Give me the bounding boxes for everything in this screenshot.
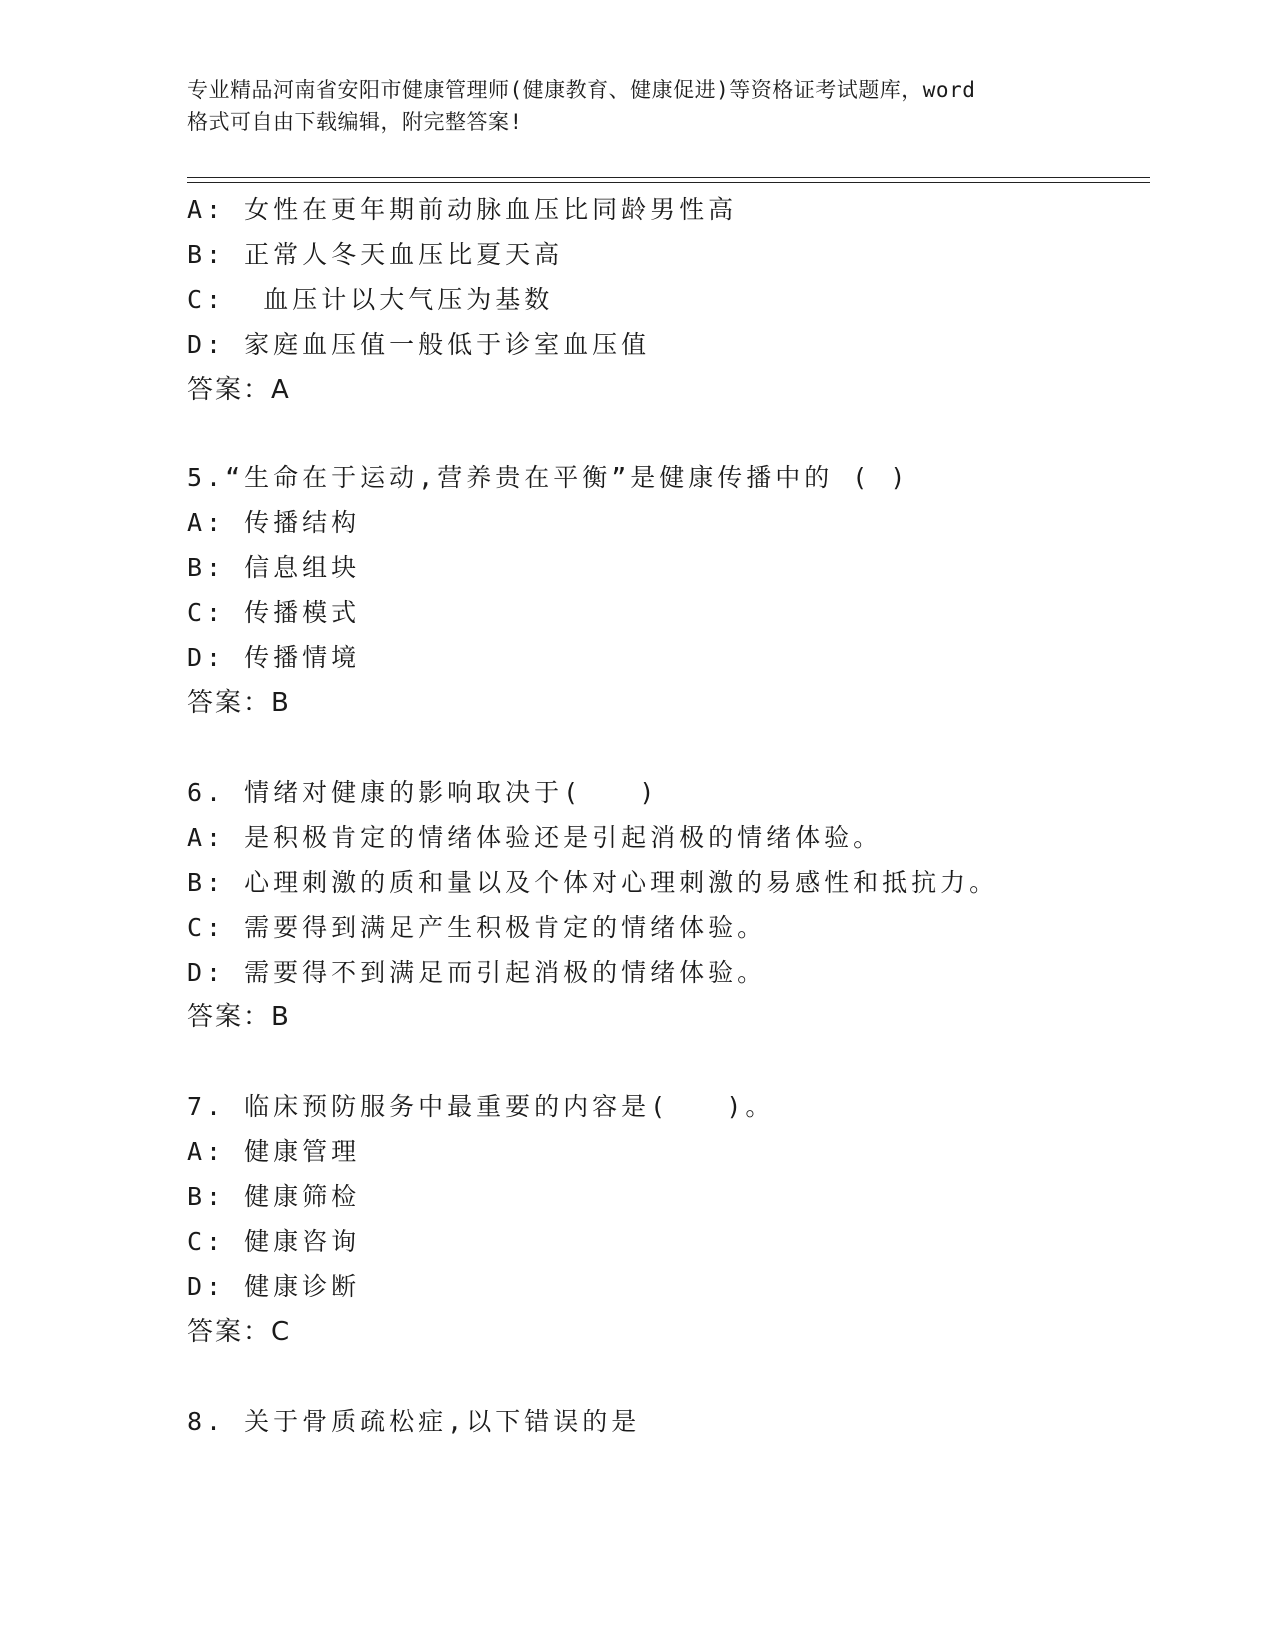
q4-option-b: B: 正常人冬天血压比夏天高 [187, 240, 564, 269]
q6-option-d: D: 需要得不到满足而引起消极的情绪体验。 [187, 958, 767, 987]
q6-answer: 答案：B [187, 1002, 291, 1032]
q5-option-c: C: 传播模式 [187, 598, 361, 627]
q8-question: 8. 关于骨质疏松症,以下错误的是 [187, 1407, 641, 1436]
q7-option-d: D: 健康诊断 [187, 1272, 361, 1301]
q7-question: 7. 临床预防服务中最重要的内容是( )。 [187, 1092, 775, 1121]
q5-question: 5.“生命在于运动,营养贵在平衡”是健康传播中的 ( ) [187, 463, 910, 492]
q7-answer: 答案：C [187, 1317, 292, 1347]
q6-option-c: C: 需要得到满足产生积极肯定的情绪体验。 [187, 913, 767, 942]
q4-option-c: C: 血压计以大气压为基数 [187, 285, 554, 314]
header-line-1: 专业精品河南省安阳市健康管理师(健康教育、健康促进)等资格证考试题库，word [187, 78, 976, 102]
q4-answer: 答案：A [187, 375, 291, 405]
q4-option-a: A: 女性在更年期前动脉血压比同龄男性高 [187, 195, 738, 224]
q5-option-a: A: 传播结构 [187, 508, 361, 537]
header-rule-bottom [187, 182, 1150, 183]
q5-answer: 答案：B [187, 688, 291, 718]
q5-option-b: B: 信息组块 [187, 553, 361, 582]
header-rule-top [187, 177, 1150, 178]
q6-option-b: B: 心理刺激的质和量以及个体对心理刺激的易感性和抵抗力。 [187, 868, 999, 897]
q6-question: 6. 情绪对健康的影响取决于( ) [187, 778, 659, 807]
document-header [187, 74, 1087, 138]
header-line-2: 格式可自由下载编辑，附完整答案! [187, 110, 523, 134]
q7-option-a: A: 健康管理 [187, 1137, 361, 1166]
q4-option-d: D: 家庭血压值一般低于诊室血压值 [187, 330, 651, 359]
q7-option-c: C: 健康咨询 [187, 1227, 361, 1256]
q7-option-b: B: 健康筛检 [187, 1182, 361, 1211]
q6-option-a: A: 是积极肯定的情绪体验还是引起消极的情绪体验。 [187, 823, 883, 852]
q5-option-d: D: 传播情境 [187, 643, 361, 672]
